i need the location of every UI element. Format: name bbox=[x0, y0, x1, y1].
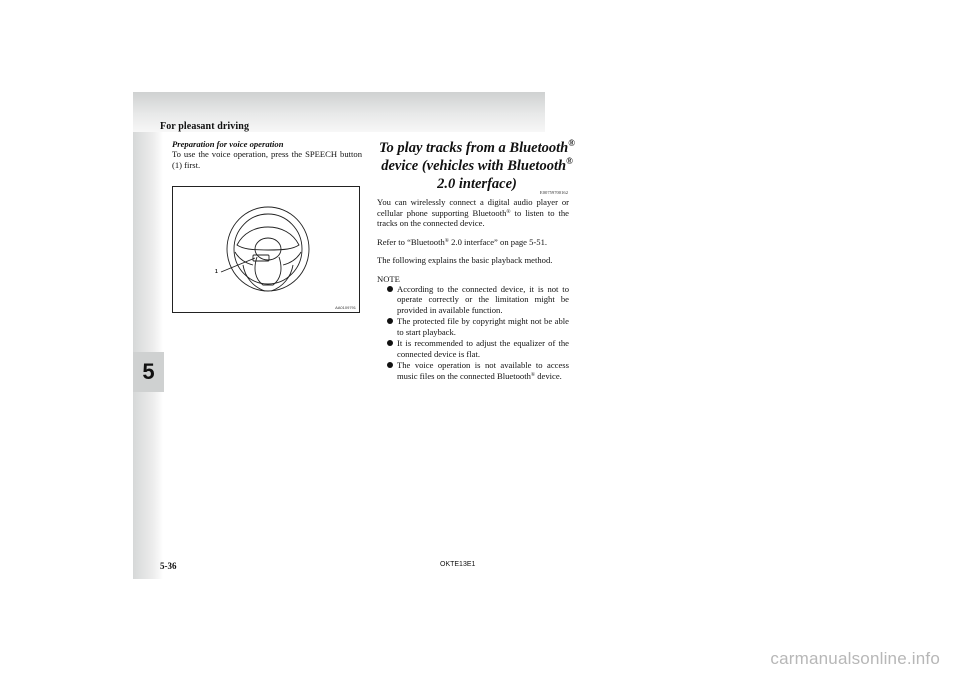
section-code: E00759700162 bbox=[539, 190, 568, 195]
steering-wheel-figure bbox=[172, 186, 360, 313]
voice-operation-text: To use the voice operation, press the SPEECH button (1) first. bbox=[172, 149, 362, 170]
steering-wheel-illustration bbox=[173, 187, 361, 314]
bullet-icon bbox=[387, 318, 393, 324]
note-item: It is recommended to adjust the equalizer of the connected device is flat. bbox=[387, 338, 569, 359]
intro-paragraph: You can wirelessly connect a digital audio player or cellular phone supporting Bluetooth® to listen to the tracks on the connected device. bbox=[377, 197, 569, 228]
right-column bbox=[377, 197, 569, 382]
figure-code: AA0109791 bbox=[335, 305, 356, 310]
note-item: The protected file by copyright might not be able to start playback. bbox=[387, 316, 569, 337]
section-title: To play tracks from a Bluetooth® device (vehicles with Bluetooth® 2.0 interface) bbox=[379, 138, 575, 192]
registered-mark: ® bbox=[566, 156, 573, 166]
reference-paragraph: Refer to “Bluetooth® 2.0 interface” on page 5-51. bbox=[377, 236, 548, 247]
chapter-tab: 5 bbox=[133, 352, 164, 392]
playback-paragraph: The following explains the basic playback method. bbox=[377, 255, 553, 265]
watermark: carmanualsonline.info bbox=[770, 649, 940, 668]
note-list bbox=[377, 284, 569, 382]
voice-operation-subheading: Preparation for voice operation bbox=[172, 139, 284, 149]
bullet-icon bbox=[387, 362, 393, 368]
speech-button-callout: 1 bbox=[215, 269, 218, 275]
page-number: 5-36 bbox=[160, 561, 177, 571]
note-item: According to the connected device, it is not to operate correctly or the limitation might be provided in available function. bbox=[387, 284, 569, 316]
note-item: The voice operation is not available to access music files on the connected Bluetooth® device. bbox=[387, 360, 569, 381]
bullet-icon bbox=[387, 286, 393, 292]
page-header-title: For pleasant driving bbox=[160, 121, 250, 132]
document-code: OKTE13E1 bbox=[440, 561, 476, 568]
registered-mark: ® bbox=[568, 138, 575, 148]
left-column bbox=[172, 139, 362, 170]
note-label: NOTE bbox=[377, 273, 400, 284]
bullet-icon bbox=[387, 340, 393, 346]
